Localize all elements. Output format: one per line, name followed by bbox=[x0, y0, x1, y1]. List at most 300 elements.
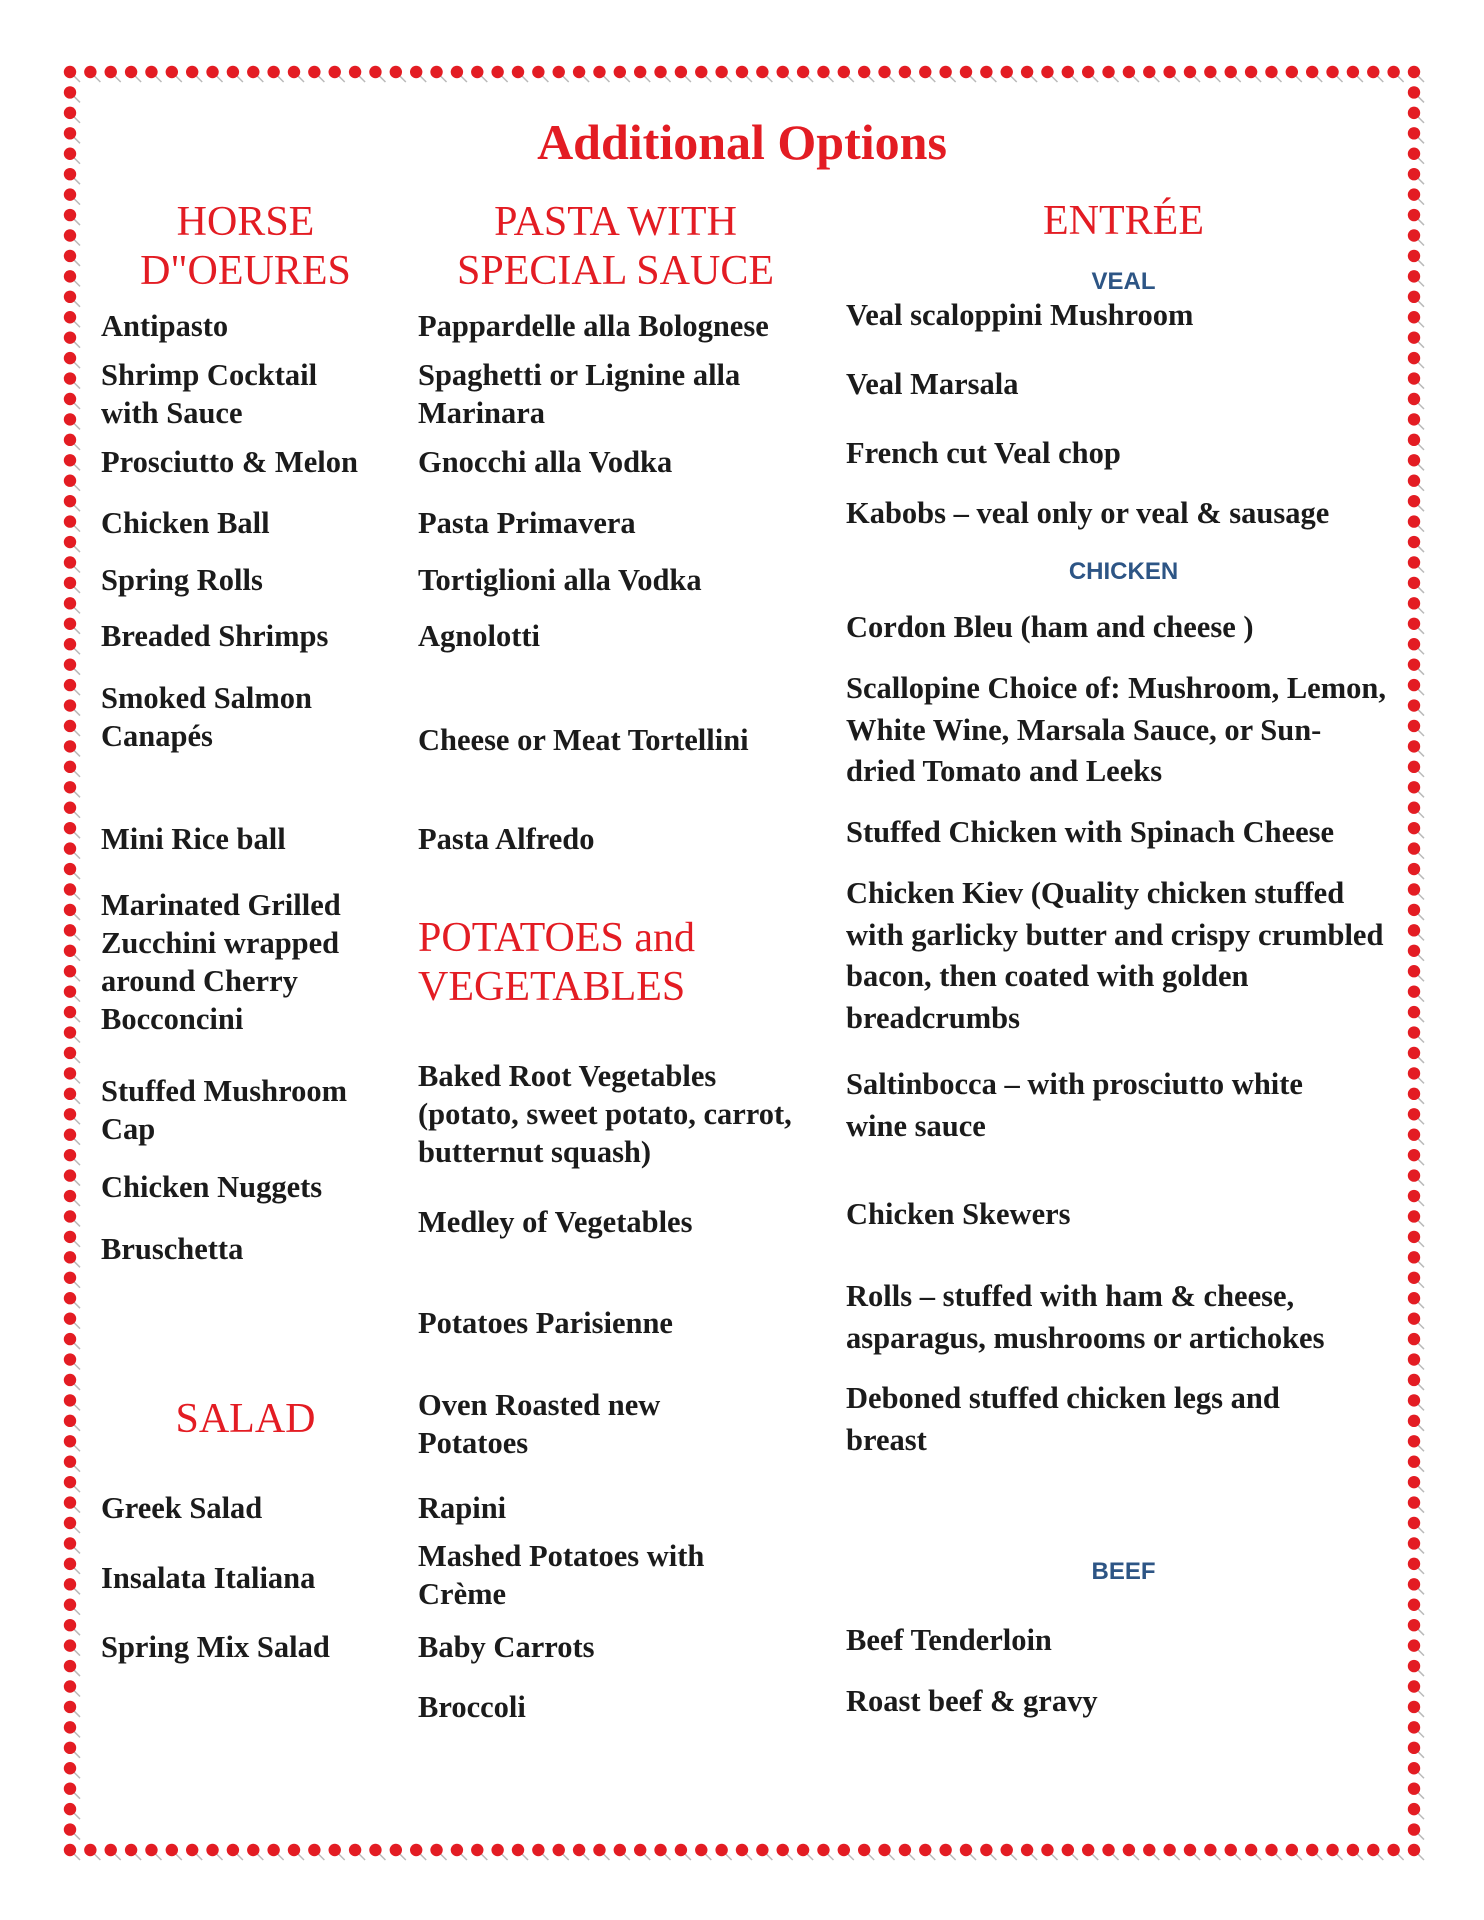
border-dot bbox=[390, 66, 406, 82]
border-dot bbox=[1347, 1844, 1363, 1860]
border-dot bbox=[532, 1844, 548, 1860]
border-dot bbox=[64, 924, 80, 940]
border-dot bbox=[64, 1394, 80, 1410]
border-dot bbox=[64, 229, 80, 245]
menu-item: Greek Salad bbox=[101, 1491, 263, 1525]
border-dot bbox=[1408, 863, 1424, 879]
border-dot bbox=[64, 209, 80, 225]
border-dot bbox=[1408, 965, 1424, 981]
border-dot bbox=[64, 454, 80, 470]
border-dot bbox=[64, 270, 80, 286]
border-dot bbox=[64, 1823, 80, 1839]
border-dot bbox=[1163, 1844, 1179, 1860]
border-dot bbox=[1408, 1047, 1424, 1063]
menu-item: Gnocchi alla Vodka bbox=[418, 445, 673, 479]
border-dot bbox=[1102, 1844, 1118, 1860]
menu-item: Spaghetti or Lignine alla Marinara bbox=[418, 358, 741, 430]
menu-item: Chicken Ball bbox=[101, 506, 270, 540]
border-dot bbox=[634, 66, 650, 82]
menu-item: Shrimp Cocktail with Sauce bbox=[101, 358, 318, 430]
border-dot bbox=[1286, 1844, 1302, 1860]
border-dot bbox=[64, 1169, 80, 1185]
border-dot bbox=[1245, 1844, 1261, 1860]
border-dot bbox=[206, 66, 222, 82]
menu-item: Oven Roasted new Potatoes bbox=[418, 1388, 661, 1460]
salad-heading: SALAD bbox=[175, 1396, 316, 1442]
border-dot bbox=[64, 372, 80, 388]
border-dot bbox=[675, 66, 691, 82]
border-dot bbox=[960, 1844, 976, 1860]
border-dot bbox=[64, 1660, 80, 1676]
border-dot bbox=[553, 66, 569, 82]
border-dot bbox=[491, 1844, 507, 1860]
border-dot bbox=[64, 1190, 80, 1206]
border-dot bbox=[64, 331, 80, 347]
border-dot bbox=[1408, 1190, 1424, 1206]
border-dot bbox=[166, 1844, 182, 1860]
border-dot bbox=[614, 1844, 630, 1860]
border-dot bbox=[64, 1578, 80, 1594]
border-dot bbox=[1408, 1660, 1424, 1676]
border-dot bbox=[64, 1701, 80, 1717]
border-dot bbox=[980, 66, 996, 82]
border-dot bbox=[1367, 1844, 1383, 1860]
border-dot bbox=[64, 1088, 80, 1104]
border-dot bbox=[64, 1435, 80, 1451]
border-dot bbox=[64, 1844, 80, 1860]
border-dot bbox=[1408, 1149, 1424, 1165]
border-dot bbox=[1408, 331, 1424, 347]
border-dot bbox=[1245, 66, 1261, 82]
border-dot bbox=[1387, 66, 1403, 82]
border-dot bbox=[1408, 1333, 1424, 1349]
menu-item: French cut Veal chop bbox=[846, 436, 1121, 470]
border-dot bbox=[838, 66, 854, 82]
border-dot bbox=[756, 1844, 772, 1860]
menu-item: Cheese or Meat Tortellini bbox=[418, 723, 749, 757]
border-dot bbox=[64, 1496, 80, 1512]
menu-item: Kabobs – veal only or veal & sausage bbox=[846, 496, 1330, 530]
border-dot bbox=[64, 475, 80, 491]
chicken-subheading: CHICKEN bbox=[1068, 558, 1179, 585]
border-dot bbox=[451, 66, 467, 82]
border-dot bbox=[899, 66, 915, 82]
border-dot bbox=[553, 1844, 569, 1860]
border-dot bbox=[1408, 1353, 1424, 1369]
menu-item: Spring Rolls bbox=[101, 563, 263, 597]
border-dot bbox=[512, 66, 528, 82]
border-dot bbox=[64, 1517, 80, 1533]
horse-doeuvres-heading: HORSE D"OEURES bbox=[140, 199, 351, 294]
border-dot bbox=[84, 1844, 100, 1860]
menu-item: Mini Rice ball bbox=[101, 822, 286, 856]
border-dot bbox=[797, 1844, 813, 1860]
border-dot bbox=[1408, 556, 1424, 572]
border-dot bbox=[1408, 1639, 1424, 1655]
menu-item: Cordon Bleu (ham and cheese ) bbox=[846, 610, 1254, 644]
border-dot bbox=[1408, 372, 1424, 388]
border-dot bbox=[593, 66, 609, 82]
border-dot bbox=[573, 66, 589, 82]
border-dot bbox=[64, 515, 80, 531]
border-dot bbox=[349, 1844, 365, 1860]
border-dot bbox=[64, 434, 80, 450]
menu-item: Veal scaloppini Mushroom bbox=[846, 298, 1194, 332]
border-dot bbox=[288, 1844, 304, 1860]
border-dot bbox=[1408, 679, 1424, 695]
menu-item: Rolls – stuffed with ham & cheese, asparagus, mushrooms or artichokes bbox=[846, 1279, 1325, 1355]
border-dot bbox=[64, 597, 80, 613]
border-dot bbox=[1265, 66, 1281, 82]
border-dot bbox=[1408, 1169, 1424, 1185]
border-dot bbox=[1408, 1067, 1424, 1083]
menu-item: Pappardelle alla Bolognese bbox=[418, 309, 769, 343]
menu-item: Baked Root Vegetables (potato, sweet potato, carrot, butternut squash) bbox=[418, 1059, 792, 1169]
border-dot bbox=[858, 66, 874, 82]
border-dot bbox=[1408, 352, 1424, 368]
border-dot bbox=[471, 1844, 487, 1860]
border-dot bbox=[64, 1374, 80, 1390]
menu-item: Antipasto bbox=[101, 309, 229, 343]
border-dot bbox=[267, 1844, 283, 1860]
border-dot bbox=[1408, 945, 1424, 961]
border-dot bbox=[186, 66, 202, 82]
border-dot bbox=[899, 1844, 915, 1860]
border-dot bbox=[1408, 1762, 1424, 1778]
border-dot bbox=[329, 1844, 345, 1860]
border-dot bbox=[1082, 1844, 1098, 1860]
border-dot bbox=[695, 1844, 711, 1860]
border-dot bbox=[1021, 66, 1037, 82]
border-dot bbox=[1408, 1251, 1424, 1267]
border-dot bbox=[64, 1762, 80, 1778]
border-dot bbox=[1265, 1844, 1281, 1860]
border-dot bbox=[736, 66, 752, 82]
border-dot bbox=[980, 1844, 996, 1860]
border-dot bbox=[64, 1047, 80, 1063]
border-dot bbox=[1408, 454, 1424, 470]
border-dot bbox=[1408, 1782, 1424, 1798]
menu-item: Chicken Skewers bbox=[846, 1197, 1071, 1231]
border-dot bbox=[817, 66, 833, 82]
border-dot bbox=[1408, 1435, 1424, 1451]
border-dot bbox=[1184, 66, 1200, 82]
border-dot bbox=[64, 1558, 80, 1574]
menu-item: Potatoes Parisienne bbox=[418, 1306, 673, 1340]
menu-item: Spring Mix Salad bbox=[101, 1630, 330, 1664]
border-dot bbox=[430, 1844, 446, 1860]
border-dot bbox=[288, 66, 304, 82]
border-dot bbox=[491, 66, 507, 82]
border-dot bbox=[308, 1844, 324, 1860]
menu-item: Beef Tenderloin bbox=[846, 1623, 1052, 1657]
border-dot bbox=[64, 577, 80, 593]
border-dot bbox=[64, 720, 80, 736]
border-dot bbox=[1408, 577, 1424, 593]
border-dot bbox=[64, 1129, 80, 1145]
border-dot bbox=[715, 1844, 731, 1860]
border-dot bbox=[64, 985, 80, 1001]
border-dot bbox=[64, 1742, 80, 1758]
border-dot bbox=[64, 1353, 80, 1369]
border-dot bbox=[1408, 1006, 1424, 1022]
border-dot bbox=[64, 188, 80, 204]
border-dot bbox=[1306, 1844, 1322, 1860]
border-dot bbox=[1367, 66, 1383, 82]
border-dot bbox=[1408, 1088, 1424, 1104]
border-dot bbox=[1408, 822, 1424, 838]
border-dot bbox=[1408, 658, 1424, 674]
border-dot bbox=[451, 1844, 467, 1860]
menu-item: Breaded Shrimps bbox=[101, 619, 329, 653]
border-dot bbox=[64, 1251, 80, 1267]
border-dot bbox=[64, 863, 80, 879]
border-dot bbox=[369, 66, 385, 82]
border-dot bbox=[1408, 1231, 1424, 1247]
menu-item: Veal Marsala bbox=[846, 367, 1019, 401]
border-dot bbox=[1408, 802, 1424, 818]
menu-item: Broccoli bbox=[418, 1690, 526, 1724]
border-dot bbox=[532, 66, 548, 82]
border-dot bbox=[1408, 1108, 1424, 1124]
border-dot bbox=[64, 740, 80, 756]
border-dot bbox=[1347, 66, 1363, 82]
border-dot bbox=[1408, 1599, 1424, 1615]
border-dot bbox=[1102, 66, 1118, 82]
border-dot bbox=[1408, 1456, 1424, 1472]
border-dot bbox=[1408, 66, 1424, 82]
border-dot bbox=[1408, 393, 1424, 409]
border-dot bbox=[64, 250, 80, 266]
border-dot bbox=[1408, 1210, 1424, 1226]
border-dot bbox=[1408, 1578, 1424, 1594]
border-dot bbox=[1143, 66, 1159, 82]
border-dot bbox=[64, 761, 80, 777]
menu-item: Marinated Grilled Zucchini wrapped around Cherry Bocconcini bbox=[101, 888, 341, 1036]
menu-item: Bruschetta bbox=[101, 1232, 244, 1266]
menu-item: Smoked Salmon Canapés bbox=[101, 681, 313, 753]
menu-item: Deboned stuffed chicken legs and breast bbox=[846, 1381, 1280, 1457]
border-dot bbox=[1408, 1476, 1424, 1492]
border-dot bbox=[1408, 1496, 1424, 1512]
border-dot bbox=[64, 618, 80, 634]
border-dot bbox=[1408, 229, 1424, 245]
border-dot bbox=[1408, 1742, 1424, 1758]
border-dot bbox=[1143, 1844, 1159, 1860]
border-dot bbox=[1408, 842, 1424, 858]
border-dot bbox=[1408, 475, 1424, 491]
border-dot bbox=[1408, 904, 1424, 920]
border-dot bbox=[369, 1844, 385, 1860]
border-dot bbox=[84, 66, 100, 82]
border-dot bbox=[797, 66, 813, 82]
menu-item: Medley of Vegetables bbox=[418, 1205, 693, 1239]
border-dot bbox=[1123, 66, 1139, 82]
border-dot bbox=[1123, 1844, 1139, 1860]
border-dot bbox=[186, 1844, 202, 1860]
border-dot bbox=[1408, 618, 1424, 634]
border-dot bbox=[64, 699, 80, 715]
border-dot bbox=[64, 904, 80, 920]
border-dot bbox=[817, 1844, 833, 1860]
border-dot bbox=[64, 658, 80, 674]
border-dot bbox=[247, 1844, 263, 1860]
border-dot bbox=[1001, 1844, 1017, 1860]
menu-item: Roast beef & gravy bbox=[846, 1684, 1098, 1718]
border-dot bbox=[166, 66, 182, 82]
border-dot bbox=[634, 1844, 650, 1860]
border-dot bbox=[64, 536, 80, 552]
border-dot bbox=[1408, 515, 1424, 531]
border-dot bbox=[64, 679, 80, 695]
border-dot bbox=[695, 66, 711, 82]
pasta-heading: PASTA WITH SPECIAL SAUCE bbox=[457, 199, 774, 294]
border-dot bbox=[145, 66, 161, 82]
veal-subheading: VEAL bbox=[1091, 268, 1156, 295]
border-dot bbox=[1408, 1558, 1424, 1574]
border-dot bbox=[1408, 1292, 1424, 1308]
border-dot bbox=[1408, 1823, 1424, 1839]
border-dot bbox=[410, 1844, 426, 1860]
border-dot bbox=[64, 66, 80, 82]
border-dot bbox=[1408, 270, 1424, 286]
border-dot bbox=[1408, 1026, 1424, 1042]
border-dot bbox=[145, 1844, 161, 1860]
border-dot bbox=[64, 1312, 80, 1328]
border-dot bbox=[777, 66, 793, 82]
border-dot bbox=[390, 1844, 406, 1860]
border-dot bbox=[1286, 66, 1302, 82]
menu-item: Rapini bbox=[418, 1491, 507, 1525]
border-dot bbox=[1408, 1312, 1424, 1328]
border-dot bbox=[1408, 638, 1424, 654]
border-dot bbox=[1408, 413, 1424, 429]
border-dot bbox=[1408, 1129, 1424, 1145]
border-dot bbox=[1408, 1537, 1424, 1553]
border-dot bbox=[64, 1803, 80, 1819]
border-dot bbox=[1408, 781, 1424, 797]
border-dot bbox=[410, 66, 426, 82]
menu-item: Mashed Potatoes with Crème bbox=[418, 1539, 705, 1611]
border-dot bbox=[1326, 1844, 1342, 1860]
border-dot bbox=[1408, 311, 1424, 327]
border-dot bbox=[64, 1476, 80, 1492]
border-dot bbox=[1408, 188, 1424, 204]
border-dot bbox=[64, 311, 80, 327]
border-dot bbox=[64, 638, 80, 654]
beef-subheading: BEEF bbox=[1091, 1558, 1156, 1585]
border-dot bbox=[1408, 1619, 1424, 1635]
border-dot bbox=[1408, 924, 1424, 940]
border-dot bbox=[1306, 66, 1322, 82]
border-dot bbox=[125, 66, 141, 82]
border-dot bbox=[1408, 1415, 1424, 1431]
border-dot bbox=[329, 66, 345, 82]
border-dot bbox=[1082, 66, 1098, 82]
menu-item: Stuffed Mushroom Cap bbox=[101, 1074, 347, 1146]
menu-item: Tortiglioni alla Vodka bbox=[418, 563, 702, 597]
border-dot bbox=[1408, 86, 1424, 102]
border-dot bbox=[64, 842, 80, 858]
border-dot bbox=[878, 66, 894, 82]
border-dot bbox=[64, 291, 80, 307]
potatoes-heading: POTATOES and VEGETABLES bbox=[418, 915, 696, 1010]
border-dot bbox=[64, 1619, 80, 1635]
border-dot bbox=[64, 1231, 80, 1247]
border-dot bbox=[675, 1844, 691, 1860]
border-dot bbox=[919, 66, 935, 82]
border-dot bbox=[1408, 250, 1424, 266]
border-dot bbox=[125, 1844, 141, 1860]
border-dot bbox=[960, 66, 976, 82]
border-dot bbox=[1001, 66, 1017, 82]
menu-item: Pasta Alfredo bbox=[418, 822, 595, 856]
border-dot bbox=[858, 1844, 874, 1860]
border-dot bbox=[1204, 66, 1220, 82]
border-dot bbox=[1041, 66, 1057, 82]
border-dot bbox=[1387, 1844, 1403, 1860]
border-dot bbox=[1408, 720, 1424, 736]
border-dot bbox=[1408, 1701, 1424, 1717]
border-dot bbox=[939, 1844, 955, 1860]
border-dot bbox=[838, 1844, 854, 1860]
border-dot bbox=[1408, 1680, 1424, 1696]
border-dot bbox=[64, 781, 80, 797]
border-dot bbox=[1408, 291, 1424, 307]
menu-item: Insalata Italiana bbox=[101, 1561, 316, 1595]
border-dot bbox=[1062, 1844, 1078, 1860]
border-dot bbox=[64, 965, 80, 981]
menu-item: Chicken Kiev (Quality chicken stuffed with garlicky butter and crispy crumbled bacon, then coated with golden breadcrumbs bbox=[846, 876, 1384, 1035]
menu-item: Pasta Primavera bbox=[418, 506, 636, 540]
border-dot bbox=[878, 1844, 894, 1860]
border-dot bbox=[654, 1844, 670, 1860]
menu-item: Baby Carrots bbox=[418, 1630, 595, 1664]
border-dot bbox=[64, 945, 80, 961]
border-dot bbox=[1408, 209, 1424, 225]
border-dot bbox=[64, 1456, 80, 1472]
border-dot bbox=[1408, 1517, 1424, 1533]
border-dot bbox=[267, 66, 283, 82]
border-dot bbox=[1408, 434, 1424, 450]
border-dot bbox=[64, 1026, 80, 1042]
border-dot bbox=[1408, 985, 1424, 1001]
border-dot bbox=[573, 1844, 589, 1860]
border-dot bbox=[64, 1639, 80, 1655]
border-dot bbox=[64, 1006, 80, 1022]
border-dot bbox=[64, 556, 80, 572]
page-title: Additional Options bbox=[537, 114, 947, 170]
border-dot bbox=[1408, 536, 1424, 552]
border-dot bbox=[919, 1844, 935, 1860]
border-dot bbox=[64, 495, 80, 511]
border-dot bbox=[64, 1292, 80, 1308]
border-dot bbox=[1225, 66, 1241, 82]
border-dot bbox=[349, 66, 365, 82]
border-dot bbox=[227, 66, 243, 82]
border-dot bbox=[1408, 1844, 1424, 1860]
border-dot bbox=[64, 883, 80, 899]
border-dot bbox=[64, 822, 80, 838]
border-dot bbox=[64, 1415, 80, 1431]
border-dot bbox=[64, 1537, 80, 1553]
border-dot bbox=[777, 1844, 793, 1860]
border-dot bbox=[64, 393, 80, 409]
border-dot bbox=[227, 1844, 243, 1860]
border-dot bbox=[64, 413, 80, 429]
border-dot bbox=[64, 1149, 80, 1165]
border-dot bbox=[1408, 761, 1424, 777]
